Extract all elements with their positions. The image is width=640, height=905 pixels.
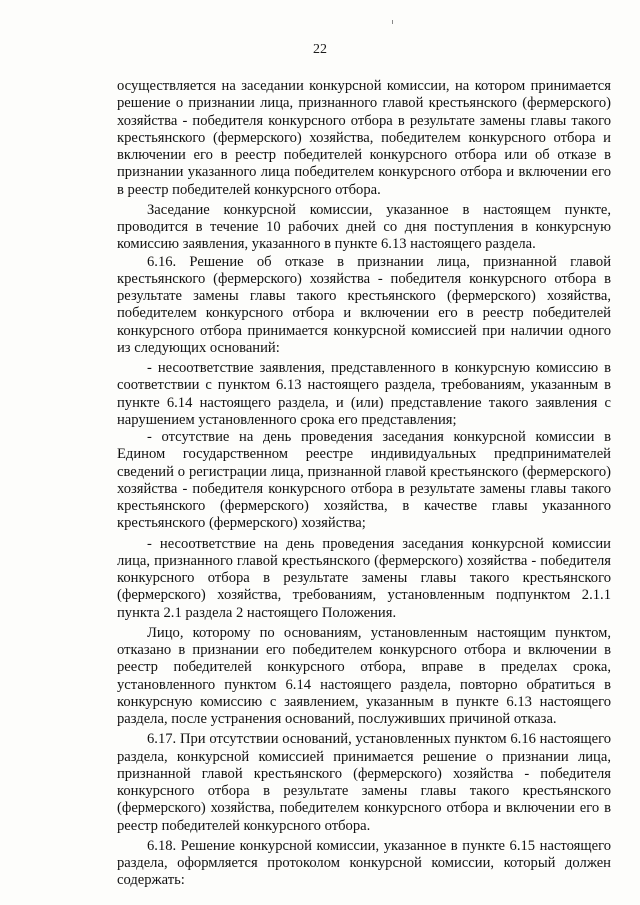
page-number: 22 [313, 42, 327, 57]
list-item-requirements: - несоответствие на день проведения заседания конкурсной комиссии лица, признанного главой крестьянского (фермерского) хозяйства - победителя конкурсного отбора в результате замены главы такого крестьянского (фермерского) хозяйства, требованиям, установленным подпунктом 2.1.1 пункта 2.1 раздела 2 настоящего Положения. [117, 535, 611, 621]
list-item-absence-registry: - отсутствие на день проведения заседания конкурсной комиссии в Едином государственном реестре индивидуальных предпринимателей сведений о регистрации лица, признанной главой крестьянского (фермерского) хозяйства - победителя конкурсного отбора в результате замены главы такого крестьянского (фермерского) хозяйства, в качестве главы указанного крестьянского (фермерского) хозяйства; [117, 429, 611, 532]
paragraph-continuation: осуществляется на заседании конкурсной комиссии, на котором принимается решение о признании лица, признанного главой крестьянского (фермерского) хозяйства - победителя конкурсного отбора в результате замены главы такого крестьянского (фермерского) хозяйства, победителем конкурсного отбора и включении его в реестр победителей конкурсного отбора или об отказе в признании указанного лица победителем конкурсного отбора и включении его в реестр победителей конкурсного отбора. [117, 78, 611, 198]
paragraph-reapply: Лицо, которому по основаниям, установленным настоящим пунктом, отказано в признании его победителем конкурсного отбора и включении в реестр победителей конкурсного отбора, вправе в пределах срока, установленного пунктом 6.14 настоящего раздела, повторно обратиться в конкурсную комиссию с заявлением, указанным в пункте 6.13 настоящего раздела, после устранения оснований, послуживших причиной отказа. [117, 624, 611, 727]
paragraph-6-16: 6.16. Решение об отказе в признании лица, признанной главой крестьянского (фермерского) хозяйства - победителя конкурсного отбора в результате замены главы такого крестьянского (фермерского) хозяйства, победителем конкурсного отбора и включении его в реестр победителей конкурсного отбора принимается конкурсной комиссией при наличии одного из следующих оснований: [117, 253, 611, 356]
paragraph-6-17: 6.17. При отсутствии оснований, установленных пунктом 6.16 настоящего раздела, конкурсной комиссией принимается решение о признании лица, признанной главой крестьянского (фермерского) хозяйства - победителя конкурсного отбора в результате замены главы такого крестьянского (фермерского) хозяйства, победителем конкурсного отбора и включении его в реестр победителей конкурсного отбора. [117, 731, 611, 834]
paragraph-6-18: 6.18. Решение конкурсной комиссии, указанное в пункте 6.15 настоящего раздела, оформляется протоколом конкурсной комиссии, который должен содержать: [117, 837, 611, 889]
scan-mark [392, 20, 393, 24]
paragraph-meeting-term: Заседание конкурсной комиссии, указанное в настоящем пункте, проводится в течение 10 рабочих дней со дня поступления в конкурсную комиссию заявления, указанного в пункте 6.13 настоящего раздела. [117, 201, 611, 253]
document-body [117, 78, 611, 890]
list-item-noncompliance: - несоответствие заявления, представленного в конкурсную комиссию в соответствии с пунктом 6.13 настоящего раздела, требованиям, указанным в пункте 6.14 настоящего раздела, и (или) представление такого заявления с нарушением установленного срока его представления; [117, 360, 611, 428]
